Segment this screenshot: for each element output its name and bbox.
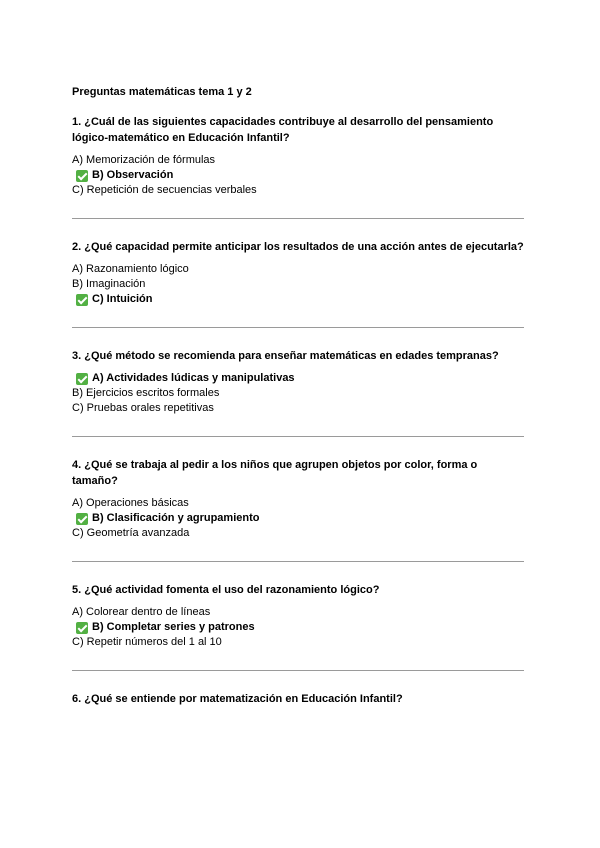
- option-label: A) Operaciones básicas: [72, 497, 189, 509]
- option-label: C) Pruebas orales repetitivas: [72, 402, 214, 414]
- question-text: 1. ¿Cuál de las siguientes capacidades contribuye al desarrollo del pensamiento lógico-matemático en Educación Infantil?: [72, 116, 494, 144]
- option-c: [72, 183, 524, 198]
- option-b: [72, 386, 524, 401]
- option-a: [72, 153, 524, 168]
- option-label: A) Colorear dentro de líneas: [72, 606, 211, 618]
- check-mark-icon: [76, 170, 88, 182]
- option-label: C) Intuición: [92, 293, 153, 305]
- question-2: [72, 239, 524, 307]
- option-list: [72, 496, 524, 541]
- option-list: [72, 605, 524, 650]
- option-label: B) Observación: [92, 169, 174, 181]
- document-page: [72, 84, 524, 714]
- question-4: [72, 457, 524, 541]
- option-label: C) Geometría avanzada: [72, 527, 190, 539]
- divider: [72, 561, 524, 562]
- option-b-correct: [72, 620, 524, 635]
- document-title: Preguntas matemáticas tema 1 y 2: [72, 86, 252, 98]
- option-label: B) Ejercicios escritos formales: [72, 387, 220, 399]
- option-b: [72, 277, 524, 292]
- option-list: [72, 371, 524, 416]
- divider: [72, 436, 524, 437]
- check-mark-icon: [76, 513, 88, 525]
- question-3: [72, 348, 524, 416]
- option-label: B) Clasificación y agrupamiento: [92, 512, 260, 524]
- question-text: 4. ¿Qué se trabaja al pedir a los niños que agrupen objetos por color, forma o tamaño?: [72, 459, 478, 487]
- option-b-correct: [72, 511, 524, 526]
- question-text: 2. ¿Qué capacidad permite anticipar los resultados de una acción antes de ejecutarla?: [72, 241, 524, 253]
- question-text: 5. ¿Qué actividad fomenta el uso del razonamiento lógico?: [72, 584, 380, 596]
- option-label: A) Actividades lúdicas y manipulativas: [92, 372, 295, 384]
- option-label: C) Repetición de secuencias verbales: [72, 184, 257, 196]
- question-5: [72, 582, 524, 650]
- option-label: C) Repetir números del 1 al 10: [72, 636, 222, 648]
- option-b-correct: [72, 168, 524, 183]
- question-text: 3. ¿Qué método se recomienda para enseñar matemáticas en edades tempranas?: [72, 350, 499, 362]
- option-c-correct: [72, 292, 524, 307]
- option-a: [72, 496, 524, 511]
- option-c: [72, 401, 524, 416]
- check-mark-icon: [76, 294, 88, 306]
- question-text: 6. ¿Qué se entiende por matematización en Educación Infantil?: [72, 693, 403, 705]
- check-mark-icon: [76, 373, 88, 385]
- check-mark-icon: [76, 622, 88, 634]
- option-label: B) Imaginación: [72, 278, 146, 290]
- option-a: [72, 262, 524, 277]
- option-list: [72, 262, 524, 307]
- question-1: [72, 114, 524, 198]
- option-label: A) Memorización de fórmulas: [72, 154, 216, 166]
- option-label: A) Razonamiento lógico: [72, 263, 189, 275]
- option-label: B) Completar series y patrones: [92, 621, 255, 633]
- option-c: [72, 526, 524, 541]
- option-list: [72, 153, 524, 198]
- option-a-correct: [72, 371, 524, 386]
- option-c: [72, 635, 524, 650]
- option-a: [72, 605, 524, 620]
- divider: [72, 218, 524, 219]
- question-6: [72, 691, 524, 707]
- divider: [72, 670, 524, 671]
- divider: [72, 327, 524, 328]
